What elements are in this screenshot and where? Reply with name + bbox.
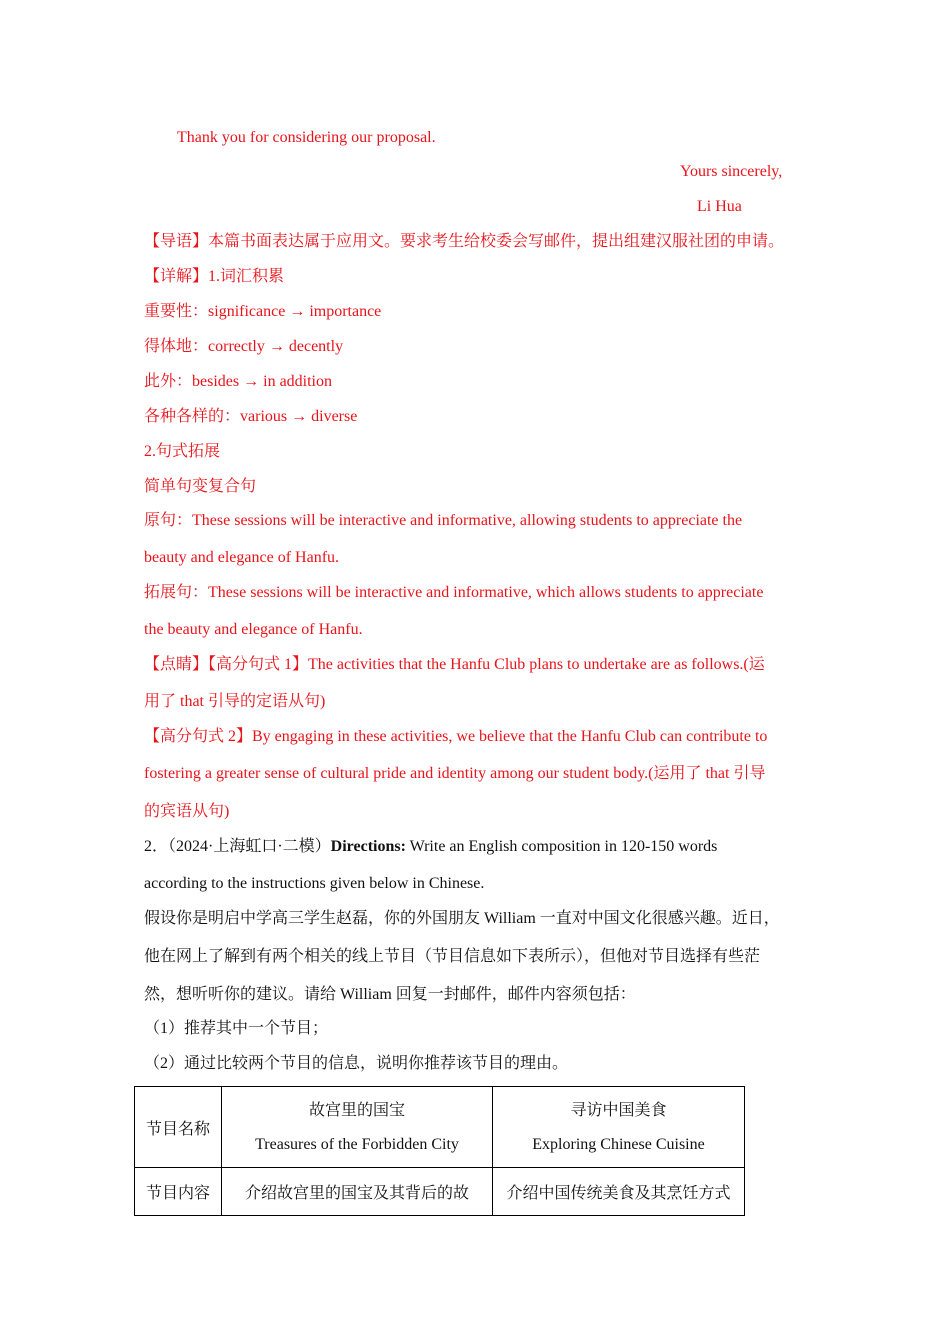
vocab-item xyxy=(144,371,332,393)
highlight-2: 【高分句式 2】By engaging in these activities, we believe that the Hanfu Club can contribute to xyxy=(144,728,768,745)
highlight-2-cont: fostering a greater sense of cultural pride and identity among our student body.(运用了 that 引导 xyxy=(144,765,766,782)
expanded-label: 拓展句： xyxy=(144,584,209,601)
original-sentence-cont: beauty and elegance of Hanfu. xyxy=(144,549,340,566)
highlight-2-end: 的宾语从句) xyxy=(144,803,230,820)
program-2-en: Exploring Chinese Cuisine xyxy=(532,1136,705,1153)
vocab-cn: 得体地： xyxy=(144,338,209,355)
program-1-cn: 故宫里的国宝 xyxy=(308,1102,405,1119)
sentence-subheading: 简单句变复合句 xyxy=(144,478,257,495)
vocab-item xyxy=(144,336,343,358)
program-1-content: 介绍故宫里的国宝及其背后的故 xyxy=(222,1168,493,1216)
analysis-intro: 【导语】本篇书面表达属于应用文。要求考生给校委会写邮件，提出组建汉服社团的申请。 xyxy=(144,233,785,250)
signature: Li Hua xyxy=(697,198,742,215)
vocab-cn: 重要性： xyxy=(144,303,209,320)
table-row xyxy=(135,1087,745,1168)
question-2-header xyxy=(144,836,717,858)
highlight-1-cont: 用了 that 引导的定语从句) xyxy=(144,693,326,710)
vocab-item xyxy=(144,301,381,323)
vocab-item xyxy=(144,406,357,428)
requirement-1: （1）推荐其中一个节目； xyxy=(144,1020,329,1037)
program-2-content: 介绍中国传统美食及其烹饪方式 xyxy=(493,1168,745,1216)
program-2-cn: 寻访中国美食 xyxy=(570,1102,667,1119)
row-header-name: 节目名称 xyxy=(135,1087,222,1168)
original-sentence-line xyxy=(144,510,742,532)
prompt-line: 假设你是明启中学高三学生赵磊，你的外国朋友 William 一直对中国文化很感兴趣。近日， xyxy=(144,910,780,927)
detail-heading: 【详解】1.词汇积累 xyxy=(144,268,285,285)
vocab-cn: 各种各样的： xyxy=(144,408,241,425)
original-label: 原句： xyxy=(144,512,193,529)
requirement-2: （2）通过比较两个节目的信息，说明你推荐该节目的理由。 xyxy=(144,1055,569,1072)
row-header-content: 节目内容 xyxy=(135,1168,222,1216)
expanded-sentence-cont: the beauty and elegance of Hanfu. xyxy=(144,621,363,638)
sentence-heading: 2.句式拓展 xyxy=(144,443,221,460)
vocab-cn: 此外： xyxy=(144,373,193,390)
prompt-line: 然，想听听你的建议。请给 William 回复一封邮件，邮件内容须包括： xyxy=(144,986,636,1003)
expanded-sentence-line xyxy=(144,582,763,604)
sign-off: Yours sincerely, xyxy=(680,163,783,180)
program-1-cell xyxy=(222,1087,493,1168)
directions-label: Directions: xyxy=(330,838,406,855)
program-2-cell xyxy=(493,1087,745,1168)
program-table xyxy=(134,1086,745,1216)
directions-text: Write an English composition in 120-150 words xyxy=(405,838,718,855)
directions-cont: according to the instructions given below in Chinese. xyxy=(144,875,485,892)
original-text: These sessions will be interactive and informative, allowing students to appreciate the xyxy=(192,512,743,529)
vocab-en: various → diverse xyxy=(240,408,358,425)
program-1-en: Treasures of the Forbidden City xyxy=(255,1136,459,1153)
vocab-en: correctly → decently xyxy=(208,338,344,355)
question-number-source: 2．（2024·上海虹口·二模） xyxy=(144,838,331,855)
highlight-1: 【点睛】【高分句式 1】The activities that the Hanfu Club plans to undertake are as follows.(运 xyxy=(144,656,765,673)
closing-sentence: Thank you for considering our proposal. xyxy=(177,129,436,146)
prompt-line: 他在网上了解到有两个相关的线上节目（节目信息如下表所示），但他对节目选择有些茫 xyxy=(144,948,761,965)
table-row xyxy=(135,1168,745,1216)
expanded-text: These sessions will be interactive and informative, which allows students to appreciate xyxy=(208,584,764,601)
vocab-en: besides → in addition xyxy=(192,373,332,390)
vocab-en: significance → importance xyxy=(208,303,382,320)
